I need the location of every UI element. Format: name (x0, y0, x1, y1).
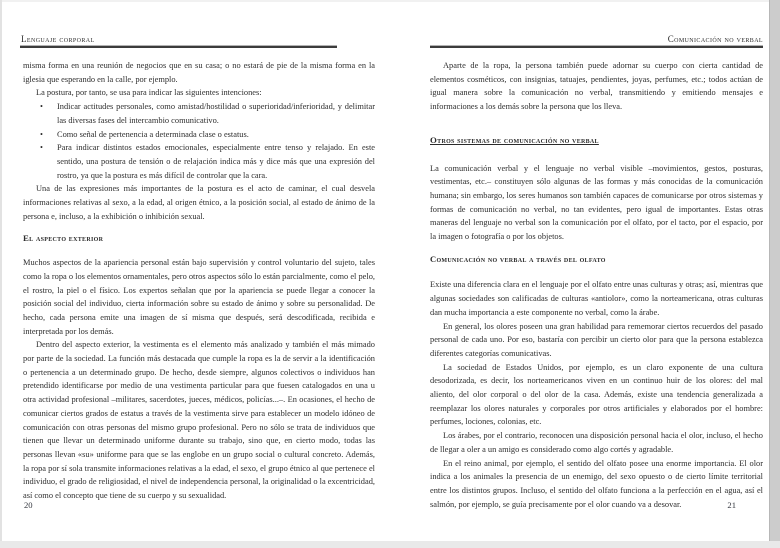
paragraph-comunicacion-verbal: La comunicación verbal y el lenguaje no verbal visible –movimientos, gestos, posturas, vestimentas, etc.– constituyen sólo algunas de las formas y más conocidas de la comunicación humana; sin embargo, los seres humanos son también capaces de comunicarse por otros sistemas y formas de comunicación no verbal, no tan evidentes, pero igual de importantes. Estas otras maneras del lenguaje no verbal son la comunicación por el olfato, por el tacto, por el espacio, por la imagen o fotografía o por los objetos. (430, 163, 763, 242)
section-heading-aspecto-exterior: El aspecto exterior (23, 233, 104, 244)
running-header-left: Lenguaje corporal (21, 34, 95, 44)
scan-edge-left (0, 0, 2, 548)
paragraph-arabes: Los árabes, por el contrario, reconocen una disposición personal hacia el olor, incluso, el hecho de llegar a oler a un amigo es considerado como algo cortés y agradable. (430, 431, 763, 454)
paragraph-vestimenta: Dentro del aspecto exterior, la vestimenta es el elemento más analizado y también el más mimado por parte de la sociedad. La función más destacada que cumple la ropa es la de servir a la identificación o pertenencia a un determinado grupo. De hecho, desde siempre, algunos colectivos o individuos han pretendido identificarse por medio de una vestimenta particular para que fuesen catalogados en una u otra actividad profesional –militares, sacerdotes, jueces, médicos, policías...–. En ocasiones, el hecho de comunicar ciertos grados de estatus a través de la vestimenta sirve para establecer un modelo idóneo de comunicación con otras personas del mismo grupo profesional. Pero no sólo se trata de individuos que tienen que llevar un determinado uniforme durante su trabajo, sino que, en cierto modo, todas las personas llevan «su» uniforme para que se las englobe en un grupo social o cultural concreto. Además, la ropa por sí sola transmite informaciones relativas a la edad, el sexo, el grupo étnico al que pertenece el individuo, el grado de religiosidad, el nivel de independencia personal, la originalidad o la excentricidad, así como el concepto que tiene de su cuerpo y su sexualidad. (23, 340, 375, 501)
paragraph-caminar: Una de las expresiones más importantes de la postura es el acto de caminar, el cual desvela informaciones relativas al sexo, a la edad, al origen étnico, a la posición social, al estado de ánimo de la persona e, incluso, a la exhibición o inhibición sexual. (23, 184, 375, 221)
paragraph-estados-unidos: La sociedad de Estados Unidos, por ejemplo, es un claro exponente de una cultura desodorizada, es decir, los norteamericanos viven en un continuo huir de los olores: del mal aliento, del olor corporal o del olor de la casa. Además, existe una tendencia generalizada a reemplazar los olores naturales y corporales por otros artificiales y elaborados por el hombre: perfumes, lociones, colonias, etc. (430, 362, 763, 427)
bullet-text: Para indicar distintos estados emocionales, especialmente entre tenso y relajado. En este sentido, una postura de tensión o de relajación indica más y dice más que una expresión del rostro, ya que la postura es más difícil de controlar que la cara. (57, 143, 375, 180)
page-number-right: 21 (727, 500, 736, 510)
list-item (40, 141, 375, 182)
paragraph-adornar: Aparte de la ropa, la persona también puede adornar su cuerpo con cierta cantidad de elementos cosméticos, con insignias, tatuajes, pendientes, joyas, perfumes, etc.; todos actúan de igual manera sobre la comunicación no verbal, transmitiendo y emitiendo mensajes e informaciones a los demás sobre la persona que los lleva. (430, 61, 763, 112)
paragraph-olores: En general, los olores poseen una gran habilidad para rememorar ciertos recuerdos del pasado personal de cada uno. Por eso, bastaría con percibir un cierto olor para que la persona establezca diferentes categorías comunicativas. (430, 321, 763, 358)
page-number-left: 20 (24, 500, 33, 510)
paragraph-diferencia: Existe una diferencia clara en el lenguaje por el olfato entre unas culturas y otras; así, mientras que algunas sociedades son calificadas de culturas «antiolor», como la norteamericana, otras culturas dan mucha importancia a este componente no verbal, como la árabe. (430, 280, 763, 317)
scan-edge-top (0, 0, 780, 2)
bullet-icon: • (40, 143, 43, 153)
paragraph-reino-animal: En el reino animal, por ejemplo, el sentido del olfato posee una enorme importancia. El olor indica a los animales la presencia de un enemigo, del sexo opuesto o de cierto límite territorial entre los distintos grupos. Incluso, el sentido del olfato funciona a la perfección en el agua, así el salmón, por ejemplo, se guía precisamente por el olor cuando va a desovar. (430, 458, 763, 509)
page-body-right (430, 59, 763, 511)
running-header-right: Comunicación no verbal (667, 34, 763, 44)
bullet-text: Como señal de pertenencia a determinada clase o estatus. (57, 129, 249, 139)
list-item (40, 100, 375, 127)
subheading-olfato: Comunicación no verbal a través del olfato (430, 253, 606, 264)
scan-edge-right (769, 0, 780, 548)
page-right (390, 0, 770, 548)
bullet-list (23, 100, 375, 182)
section-heading-otros-sistemas: Otros sistemas de comunicación no verbal (430, 134, 599, 145)
bullet-icon: • (40, 129, 43, 139)
header-rule-right (430, 46, 763, 48)
paragraph-postura: La postura, por tanto, se usa para indicar las siguientes intenciones: (36, 88, 262, 98)
paragraph-continuation: misma forma en una reunión de negocios que en su casa; o no estará de pie de la misma forma en la iglesia que esperando en la calle, por ejemplo. (23, 61, 375, 84)
bullet-text: Indicar actitudes personales, como amistad/hostilidad o superioridad/inferioridad, y delimitar las diversas fases del intercambio comunicativo. (57, 102, 375, 125)
scan-edge-bottom (0, 541, 780, 548)
list-item (40, 128, 375, 142)
page-body-left (23, 59, 375, 503)
header-rule-left (20, 46, 337, 48)
paragraph-muchos-aspectos: Muchos aspectos de la apariencia personal están bajo supervisión y control voluntario del sujeto, tales como la ropa o los elementos ornamentales, pero otros aspectos sólo lo están parcialmente, como el pelo, el rostro, la piel o el físico. Los expertos señalan que por la apariencia se puede llegar a conocer la posición social del individuo, cierta información sobre su estado de ánimo y sobre su personalidad. De hecho, cada persona emite una imagen de sí misma que después, será descodificada, recibida e interpretada por los demás. (23, 258, 375, 336)
bullet-icon: • (40, 102, 43, 112)
